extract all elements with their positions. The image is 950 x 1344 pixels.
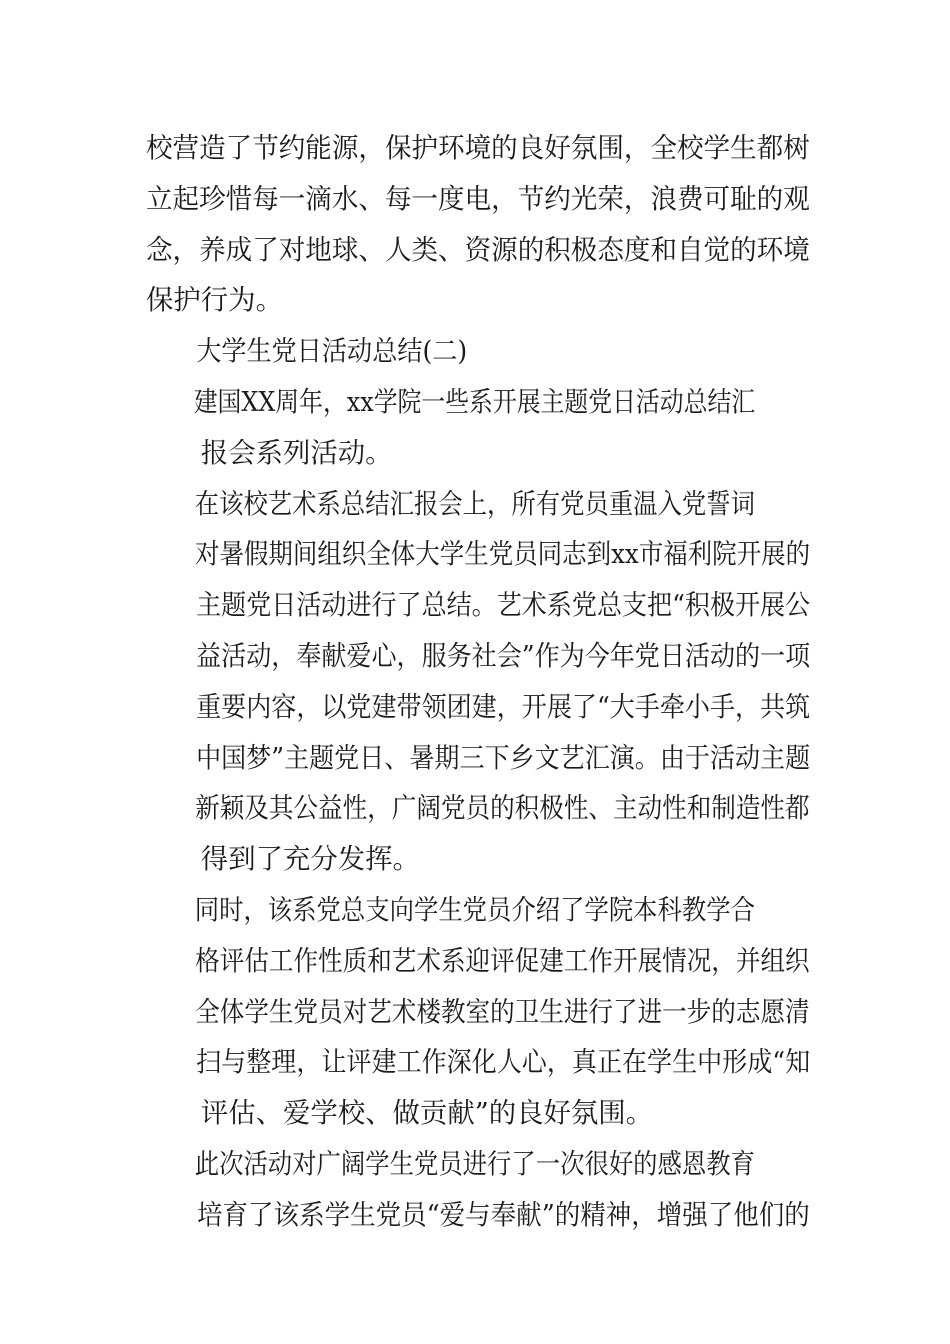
text-line: 建国XX周年，xx学院一些系开展主题党日活动总结汇: [193, 386, 756, 418]
text-line: 重要内容，以党建带领团建，开展了“大手牵小手，共筑: [196, 691, 811, 723]
paragraph: [146, 124, 810, 327]
text-line: 此次活动对广阔学生党员进行了一次很好的感恩教育: [194, 1148, 755, 1180]
text-line: 培育了该系学生党员“爱与奉献”的精神，增强了他们的: [197, 1199, 810, 1231]
text-line: 新颖及其公益性，广阔党员的积极性、主动性和制造性都: [195, 793, 810, 825]
text-line: 同时，该系党总支向学生党员介绍了学院本科教学合: [194, 894, 755, 926]
text-line: 报会系列活动。: [200, 437, 393, 469]
text-line: 立起珍惜每一滴水、每一度电，节约光荣，浪费可耻的观: [146, 183, 810, 215]
text-line: 格评估工作性质和艺术系迎评促建工作开展情况，并组织: [195, 945, 810, 977]
text-line: 益活动，奉献爱心，服务社会”作为今年党日活动的一项: [196, 640, 811, 672]
text-line: 主题党日活动进行了总结。艺术系党总支把“积极开展公: [196, 590, 811, 622]
paragraph: [146, 886, 810, 1140]
text-line: 扫与整理，让评建工作深化人心，真正在学生中形成“知: [196, 1047, 811, 1079]
text-line: 对暑假期间组织全体大学生党员同志到xx市福利院开展的: [194, 539, 811, 571]
text-line: 保护行为。: [146, 285, 283, 317]
section-heading: [146, 327, 810, 378]
paragraph: [146, 1140, 810, 1242]
text-line: 评估、爱学校、做贡献”的良好氛围。: [200, 1098, 654, 1130]
document-body: [146, 124, 810, 1242]
text-line: 得到了充分发挥。: [200, 844, 420, 876]
paragraph: [146, 480, 810, 886]
paragraph: [146, 378, 810, 480]
text-line: 大学生党日活动总结(二): [196, 336, 468, 368]
text-line: 校营造了节约能源，保护环境的良好氛围，全校学生都树: [146, 133, 810, 164]
text-line: 全体学生党员对艺术楼教室的卫生进行了进一步的志愿清: [195, 996, 810, 1028]
text-line: 在该校艺术系总结汇报会上，所有党员重温入党誓词: [194, 488, 755, 520]
text-line: 中国梦”主题党日、暑期三下乡文艺汇演。由于活动主题: [196, 742, 811, 774]
text-line: 念，养成了对地球、人类、资源的积极态度和自觉的环境: [146, 234, 810, 266]
